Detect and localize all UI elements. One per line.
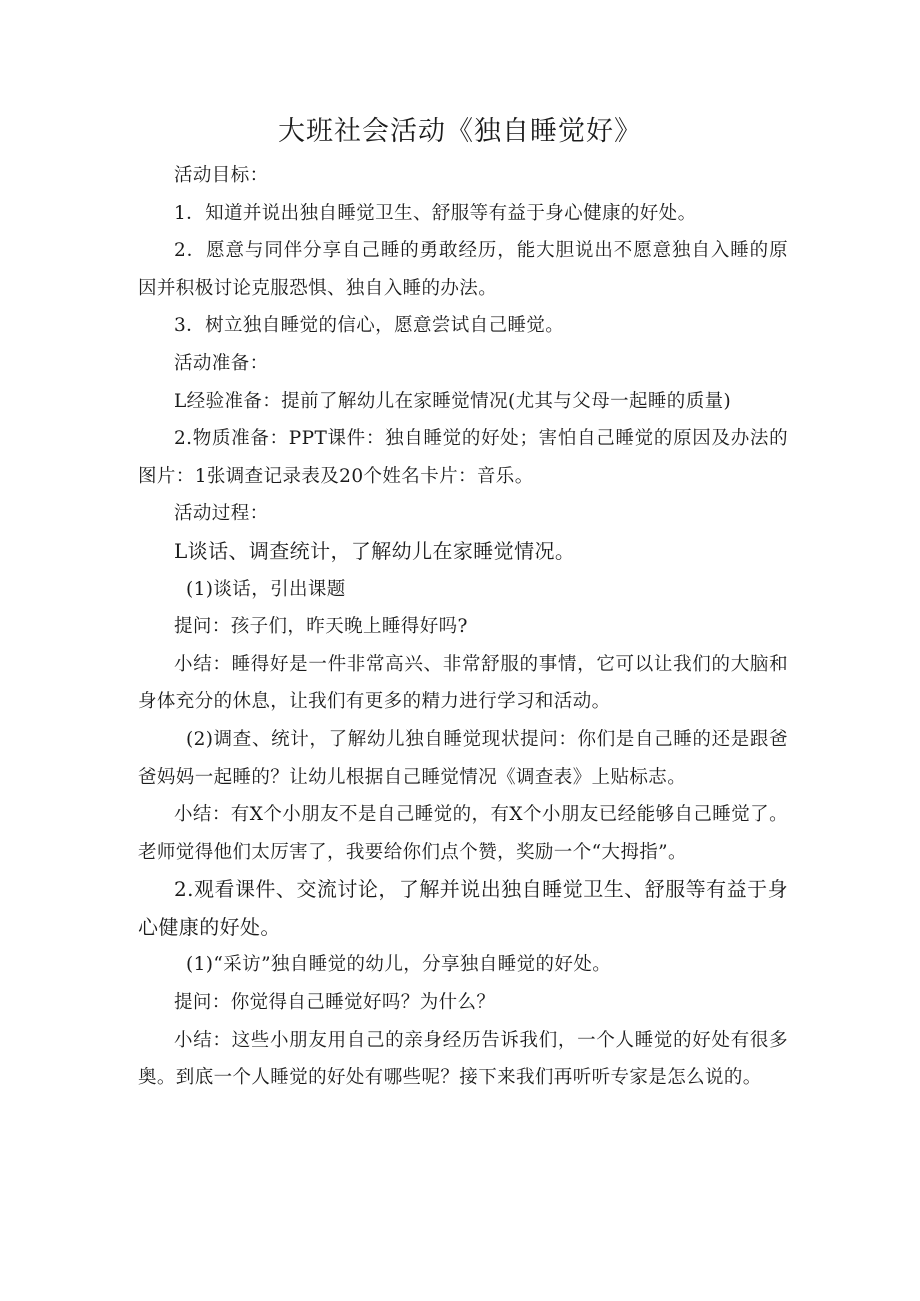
paragraph-summary-1: 小结：睡得好是一件非常高兴、非常舒服的事情，它可以让我们的大脑和身体充分的休息，让我们有更多的精力进行学习和活动。 [138,653,788,713]
paragraph-step-1-2: (2)调查、统计，了解幼儿独自睡觉现状提问：你们是自己睡的还是跟爸爸妈妈一起睡的？让幼儿根据自己睡觉情况《调查表》上贴标志。 [138,728,788,788]
paragraph-question-2: 提问：你觉得自己睡觉好吗？为什么？ [174,992,496,1014]
paragraph-goal-1: 1．知道并说出独自睡觉卫生、舒服等有益于身心健康的好处。 [174,202,697,224]
paragraph-step-2: 2.观看课件、交流讨论，了解并说出独自睡觉卫生、舒服等有益于身心健康的好处。 [138,877,788,939]
document-body [138,157,788,1097]
paragraph-prep-2: 2.物质准备：PPT课件：独自睡觉的好处；害怕自己睡觉的原因及办法的图片：1张调查记录表及20个姓名卡片：音乐。 [138,428,788,487]
paragraph-step-1-1: (1)谈话，引出课题 [186,578,346,600]
document-title: 大班社会活动《独自睡觉好》 [278,116,642,147]
paragraph-prep-heading: 活动准备： [174,352,269,374]
paragraph-goals-heading: 活动目标： [174,165,269,186]
paragraph-prep-1: L经验准备：提前了解幼儿在家睡觉情况(尤其与父母一起睡的质量) [174,390,732,412]
paragraph-process-heading: 活动过程： [174,503,269,525]
paragraph-summary-3: 小结：这些小朋友用自己的亲身经历告诉我们，一个人睡觉的好处有很多奥。到底一个人睡觉的好处有哪些呢？接下来我们再听听专家是怎么说的。 [138,1029,788,1089]
paragraph-question-1: 提问：孩子们，昨天晚上睡得好吗? [174,616,468,638]
paragraph-step-2-1: (1)“采访”独自睡觉的幼儿，分享独自睡觉的好处。 [186,954,612,976]
paragraph-step-1: L谈话、调查统计，了解幼儿在家睡觉情况。 [174,538,576,563]
paragraph-goal-2: 2．愿意与同伴分享自己睡的勇敢经历，能大胆说出不愿意独自入睡的原因并积极讨论克服恐惧、独自入睡的办法。 [138,240,788,299]
paragraph-goal-3: 3．树立独自睡觉的信心，愿意尝试自己睡觉。 [174,315,565,337]
paragraph-summary-2: 小结：有X个小朋友不是自己睡觉的，有X个小朋友已经能够自己睡觉了。老师觉得他们太厉害了，我要给你们点个赞，奖励一个“大拇指”。 [138,804,788,863]
